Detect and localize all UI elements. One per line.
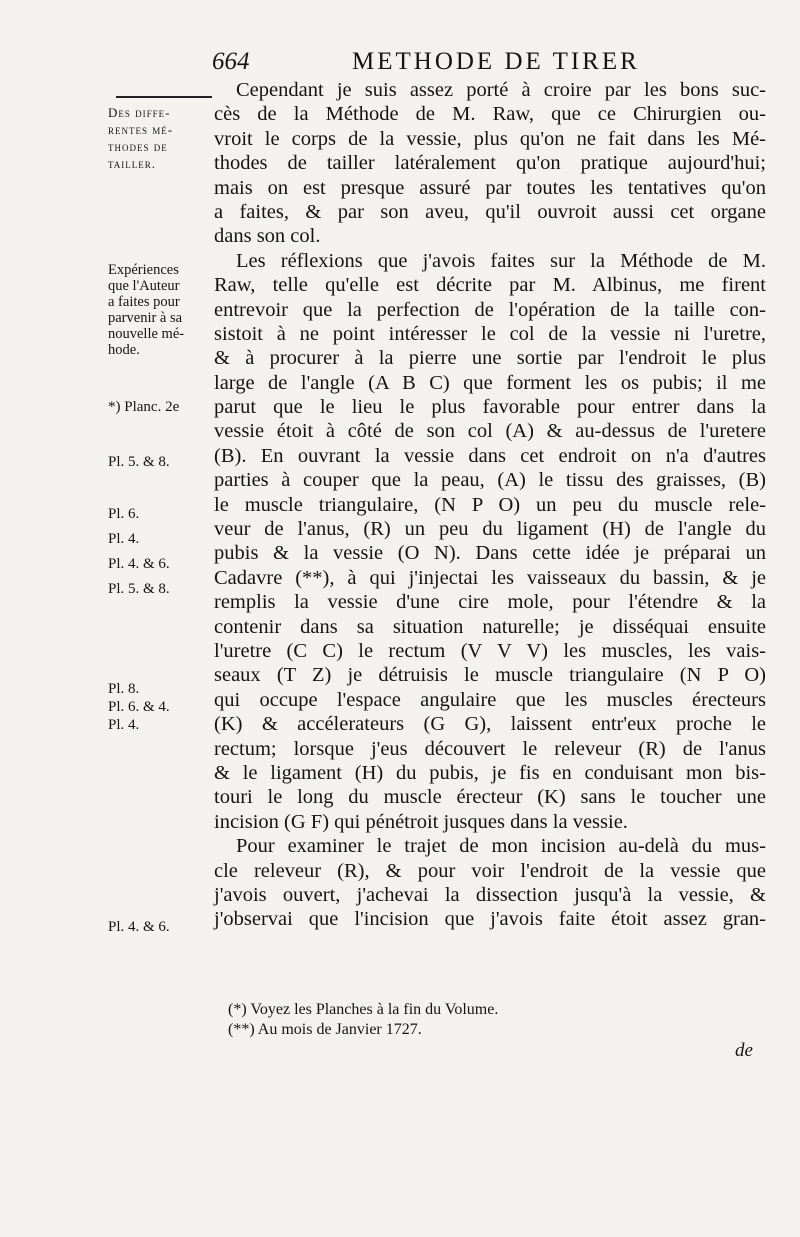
text-line: parut que le lieu le plus favorable pour entrer dans la: [214, 396, 766, 419]
margin-note-plate-ref: Pl. 4. & 6.: [108, 556, 170, 572]
text-line: vessie étoit à côté de son col (A) & au-dessus de l'uretere: [214, 420, 766, 443]
text-line: remplis la vessie d'une cire mole, pour l'étendre & la: [214, 591, 766, 614]
margin-note-des-differentes: Des diffe- rentes mé- thodes de tailler.: [108, 105, 174, 171]
text-line: Cependant je suis assez porté à croire par les bons suc-: [236, 79, 766, 101]
text-line: cès de la Méthode de M. Raw, que ce Chirurgien ou-: [214, 103, 766, 126]
margin-note-plate-refs: Pl. 8. Pl. 6. & 4. Pl. 4.: [108, 681, 170, 733]
margin-note-planc: *) Planc. 2e: [108, 399, 180, 415]
text-line: rectum; lorsque j'eus découvert le releveur (R) de l'anus: [214, 737, 766, 760]
text-line: veur de l'anus, (R) un peu du ligament (H) de l'angle du: [214, 518, 766, 541]
margin-note-plate-ref: Pl. 4. & 6.: [108, 919, 170, 935]
text-line: l'uretre (C C) le rectum (V V V) les muscles, les vais-: [214, 639, 766, 662]
text-line: qui occupe l'espace angulaire que les muscles érecteurs: [214, 688, 766, 711]
text-line: le muscle triangulaire, (N P O) un peu du muscle rele-: [214, 493, 766, 516]
text-line: Les réflexions que j'avois faites sur la Méthode de M.: [236, 249, 766, 272]
text-line: seaux (T Z) je détruisis le muscle triangulaire (N P O): [214, 664, 766, 687]
footnote: (**) Au mois de Janvier 1727.: [228, 1021, 422, 1038]
text-line: vroit le corps de la vessie, plus qu'on ne fait dans les Mé-: [214, 127, 766, 150]
text-line: j'avois ouvert, j'achevai la dissection jusqu'à la vessie, &: [214, 883, 766, 906]
text-line: & à procurer à la pierre une sortie par l'endroit le plus: [214, 347, 766, 370]
text-line: large de l'angle (A B C) que forment les os pubis; il me: [214, 371, 766, 394]
margin-note-plate-ref: Pl. 6.: [108, 506, 140, 522]
text-line: pubis & la vessie (O N). Dans cette idée je préparai un: [214, 542, 766, 565]
text-line: entrevoir que la perfection de l'opération de la taille con-: [214, 298, 766, 321]
page-header: [212, 46, 772, 80]
text-line: dans son col.: [214, 225, 321, 248]
text-line: Raw, telle qu'elle est décrite par M. Albinus, me firent: [214, 274, 766, 297]
footnote: (*) Voyez les Planches à la fin du Volume.: [228, 1001, 499, 1018]
text-line: & le ligament (H) du pubis, je fis en conduisant mon bis-: [214, 761, 766, 784]
text-line: thodes de tailler latéralement qu'on pratique aujourd'hui;: [214, 152, 766, 175]
margin-rule: [116, 96, 212, 98]
text-line: incision (G F) qui pénétroit jusques dans la vessie.: [214, 810, 628, 833]
text-line: mais on est presque assuré par toutes les tentatives qu'on: [214, 176, 766, 199]
text-line: touri le long du muscle érecteur (K) sans le toucher une: [214, 786, 766, 809]
text-line: (B). En ouvrant la vessie dans cet endroit on n'a d'autres: [214, 444, 766, 467]
text-line: j'observai que l'incision que j'avois faite étoit assez gran-: [214, 908, 766, 931]
margin-note-plate-ref: Pl. 5. & 8.: [108, 454, 170, 470]
page-number: 664: [212, 48, 250, 75]
catchword: de: [735, 1040, 753, 1061]
text-line: a faites, & par son aveu, qu'il ouvroit aussi cet organe: [214, 200, 766, 223]
running-head: METHODE DE TIRER: [352, 48, 640, 75]
body-text: [214, 78, 766, 932]
margin-note-plate-ref: Pl. 5. & 8.: [108, 581, 170, 597]
text-line: sistoit à ne point intéresser le col de la vessie ni l'uretre,: [214, 322, 766, 345]
text-line: cle releveur (R), & pour voir l'endroit de la vessie que: [214, 859, 766, 882]
text-line: contenir dans sa situation naturelle; je disséquai ensuite: [214, 615, 766, 638]
text-line: Cadavre (**), à qui j'injectai les vaisseaux du bassin, & je: [214, 566, 766, 589]
margin-note-experiences: Expériences que l'Auteur a faites pour parvenir à sa nouvelle mé- hode.: [108, 262, 185, 358]
margin-note-plate-ref: Pl. 4.: [108, 531, 140, 547]
text-line: (K) & accélerateurs (G G), laissent entr'eux proche le: [214, 713, 766, 736]
text-line: parties à couper que la peau, (A) le tissu des graisses, (B): [214, 469, 766, 492]
footnotes: [228, 1000, 498, 1040]
text-line: Pour examiner le trajet de mon incision au-delà du mus-: [236, 835, 766, 858]
